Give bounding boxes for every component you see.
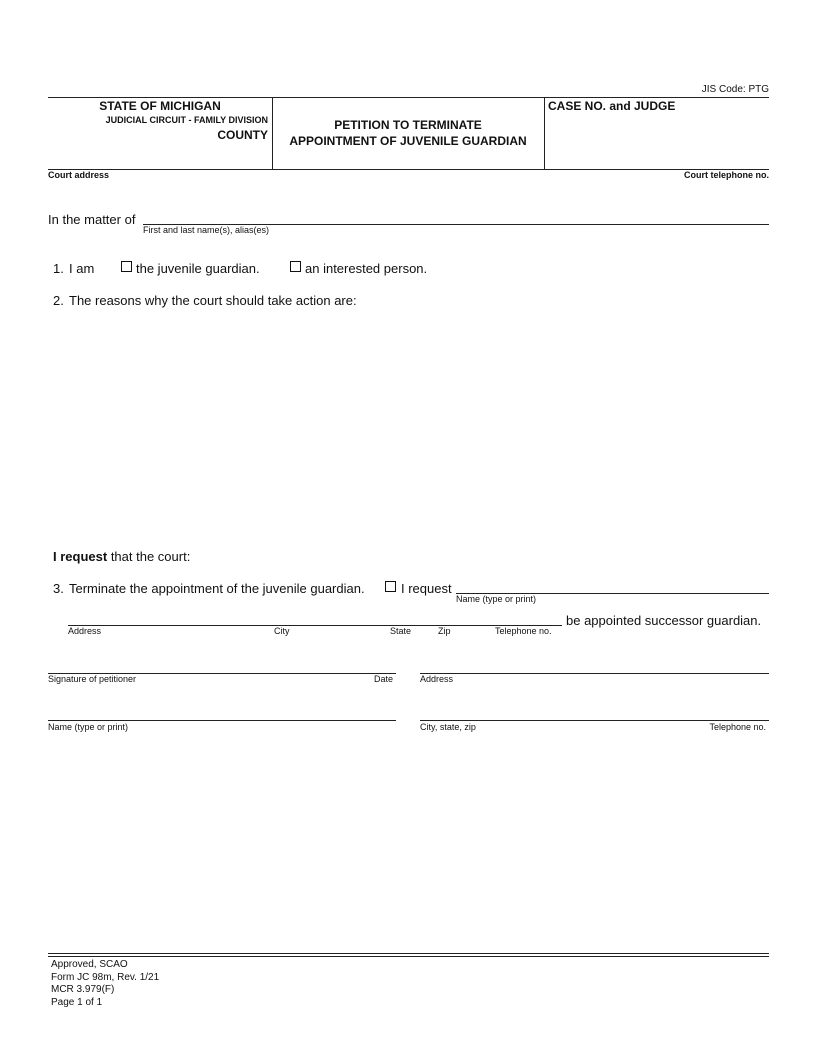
- successor-address-field[interactable]: [68, 611, 562, 626]
- item3-number: 3.: [53, 581, 64, 596]
- petitioner-city-label: City, state, zip: [420, 722, 476, 732]
- request-intro-rest: that the court:: [110, 549, 191, 564]
- county-label: COUNTY: [217, 128, 268, 142]
- successor-city-label: City: [274, 626, 290, 636]
- matter-label: In the matter of: [48, 212, 136, 227]
- successor-address-label: Address: [68, 626, 102, 636]
- header-bottom-rule: [48, 169, 769, 170]
- interested-person-checkbox[interactable]: [290, 261, 301, 272]
- state-of-michigan: STATE OF MICHIGAN: [99, 99, 221, 113]
- petitioner-address-field[interactable]: [420, 659, 769, 674]
- successor-suffix: be appointed successor guardian.: [566, 613, 762, 628]
- footer-page: Page 1 of 1: [51, 996, 103, 1008]
- interested-person-option-label: an interested person.: [305, 261, 428, 276]
- matter-sublabel: First and last name(s), alias(es): [143, 225, 270, 235]
- request-intro: [53, 549, 190, 564]
- signature-label: Signature of petitioner: [48, 674, 137, 684]
- header-top-rule: [48, 97, 769, 98]
- item3-text: Terminate the appointment of the juvenile guardian.: [69, 581, 365, 596]
- successor-state-label: State: [390, 626, 412, 636]
- footer-approved: Approved, SCAO: [51, 959, 128, 970]
- item1-number: 1.: [53, 261, 64, 276]
- petitioner-name-label: Name (type or print): [48, 722, 129, 732]
- petitioner-telephone-label: Telephone no.: [709, 722, 766, 732]
- successor-request-label: I request: [401, 581, 452, 596]
- court-telephone-label: Court telephone no.: [684, 170, 769, 180]
- header-divider-right: [544, 97, 545, 169]
- matter-name-field[interactable]: [143, 210, 769, 225]
- form-title-line1: PETITION TO TERMINATE: [334, 118, 482, 132]
- court-address-label: Court address: [48, 170, 110, 180]
- footer-mcr: MCR 3.979(F): [51, 984, 115, 995]
- successor-zip-label: Zip: [438, 626, 451, 636]
- jis-code: JIS Code: PTG: [701, 84, 769, 95]
- successor-request-checkbox[interactable]: [385, 581, 396, 592]
- case-no-label: CASE NO. and JUDGE: [548, 99, 676, 113]
- successor-telephone-label: Telephone no.: [495, 626, 552, 636]
- header-divider-left: [272, 97, 273, 169]
- petitioner-city-field[interactable]: [420, 706, 769, 721]
- judicial-circuit-label: JUDICIAL CIRCUIT - FAMILY DIVISION: [105, 115, 268, 125]
- footer-rule-bottom: [48, 956, 769, 957]
- signature-field[interactable]: [48, 659, 396, 674]
- request-intro-bold: I request: [53, 549, 108, 564]
- successor-name-field[interactable]: [456, 579, 769, 594]
- petitioner-name-field[interactable]: [48, 706, 396, 721]
- footer-block: [51, 959, 159, 1009]
- footer-rule-top: [48, 953, 769, 954]
- item1-text: I am: [69, 261, 95, 276]
- item2-text: The reasons why the court should take action are:: [69, 293, 357, 308]
- guardian-option-label: the juvenile guardian.: [136, 261, 260, 276]
- guardian-checkbox[interactable]: [121, 261, 132, 272]
- item2-number: 2.: [53, 293, 64, 308]
- signature-date-label: Date: [374, 674, 394, 684]
- reasons-textarea[interactable]: [69, 313, 773, 542]
- footer-form-number: Form JC 98m, Rev. 1/21: [51, 971, 160, 983]
- petitioner-address-label: Address: [420, 674, 454, 684]
- successor-name-label: Name (type or print): [456, 594, 537, 604]
- form-title-line2: APPOINTMENT OF JUVENILE GUARDIAN: [289, 134, 527, 148]
